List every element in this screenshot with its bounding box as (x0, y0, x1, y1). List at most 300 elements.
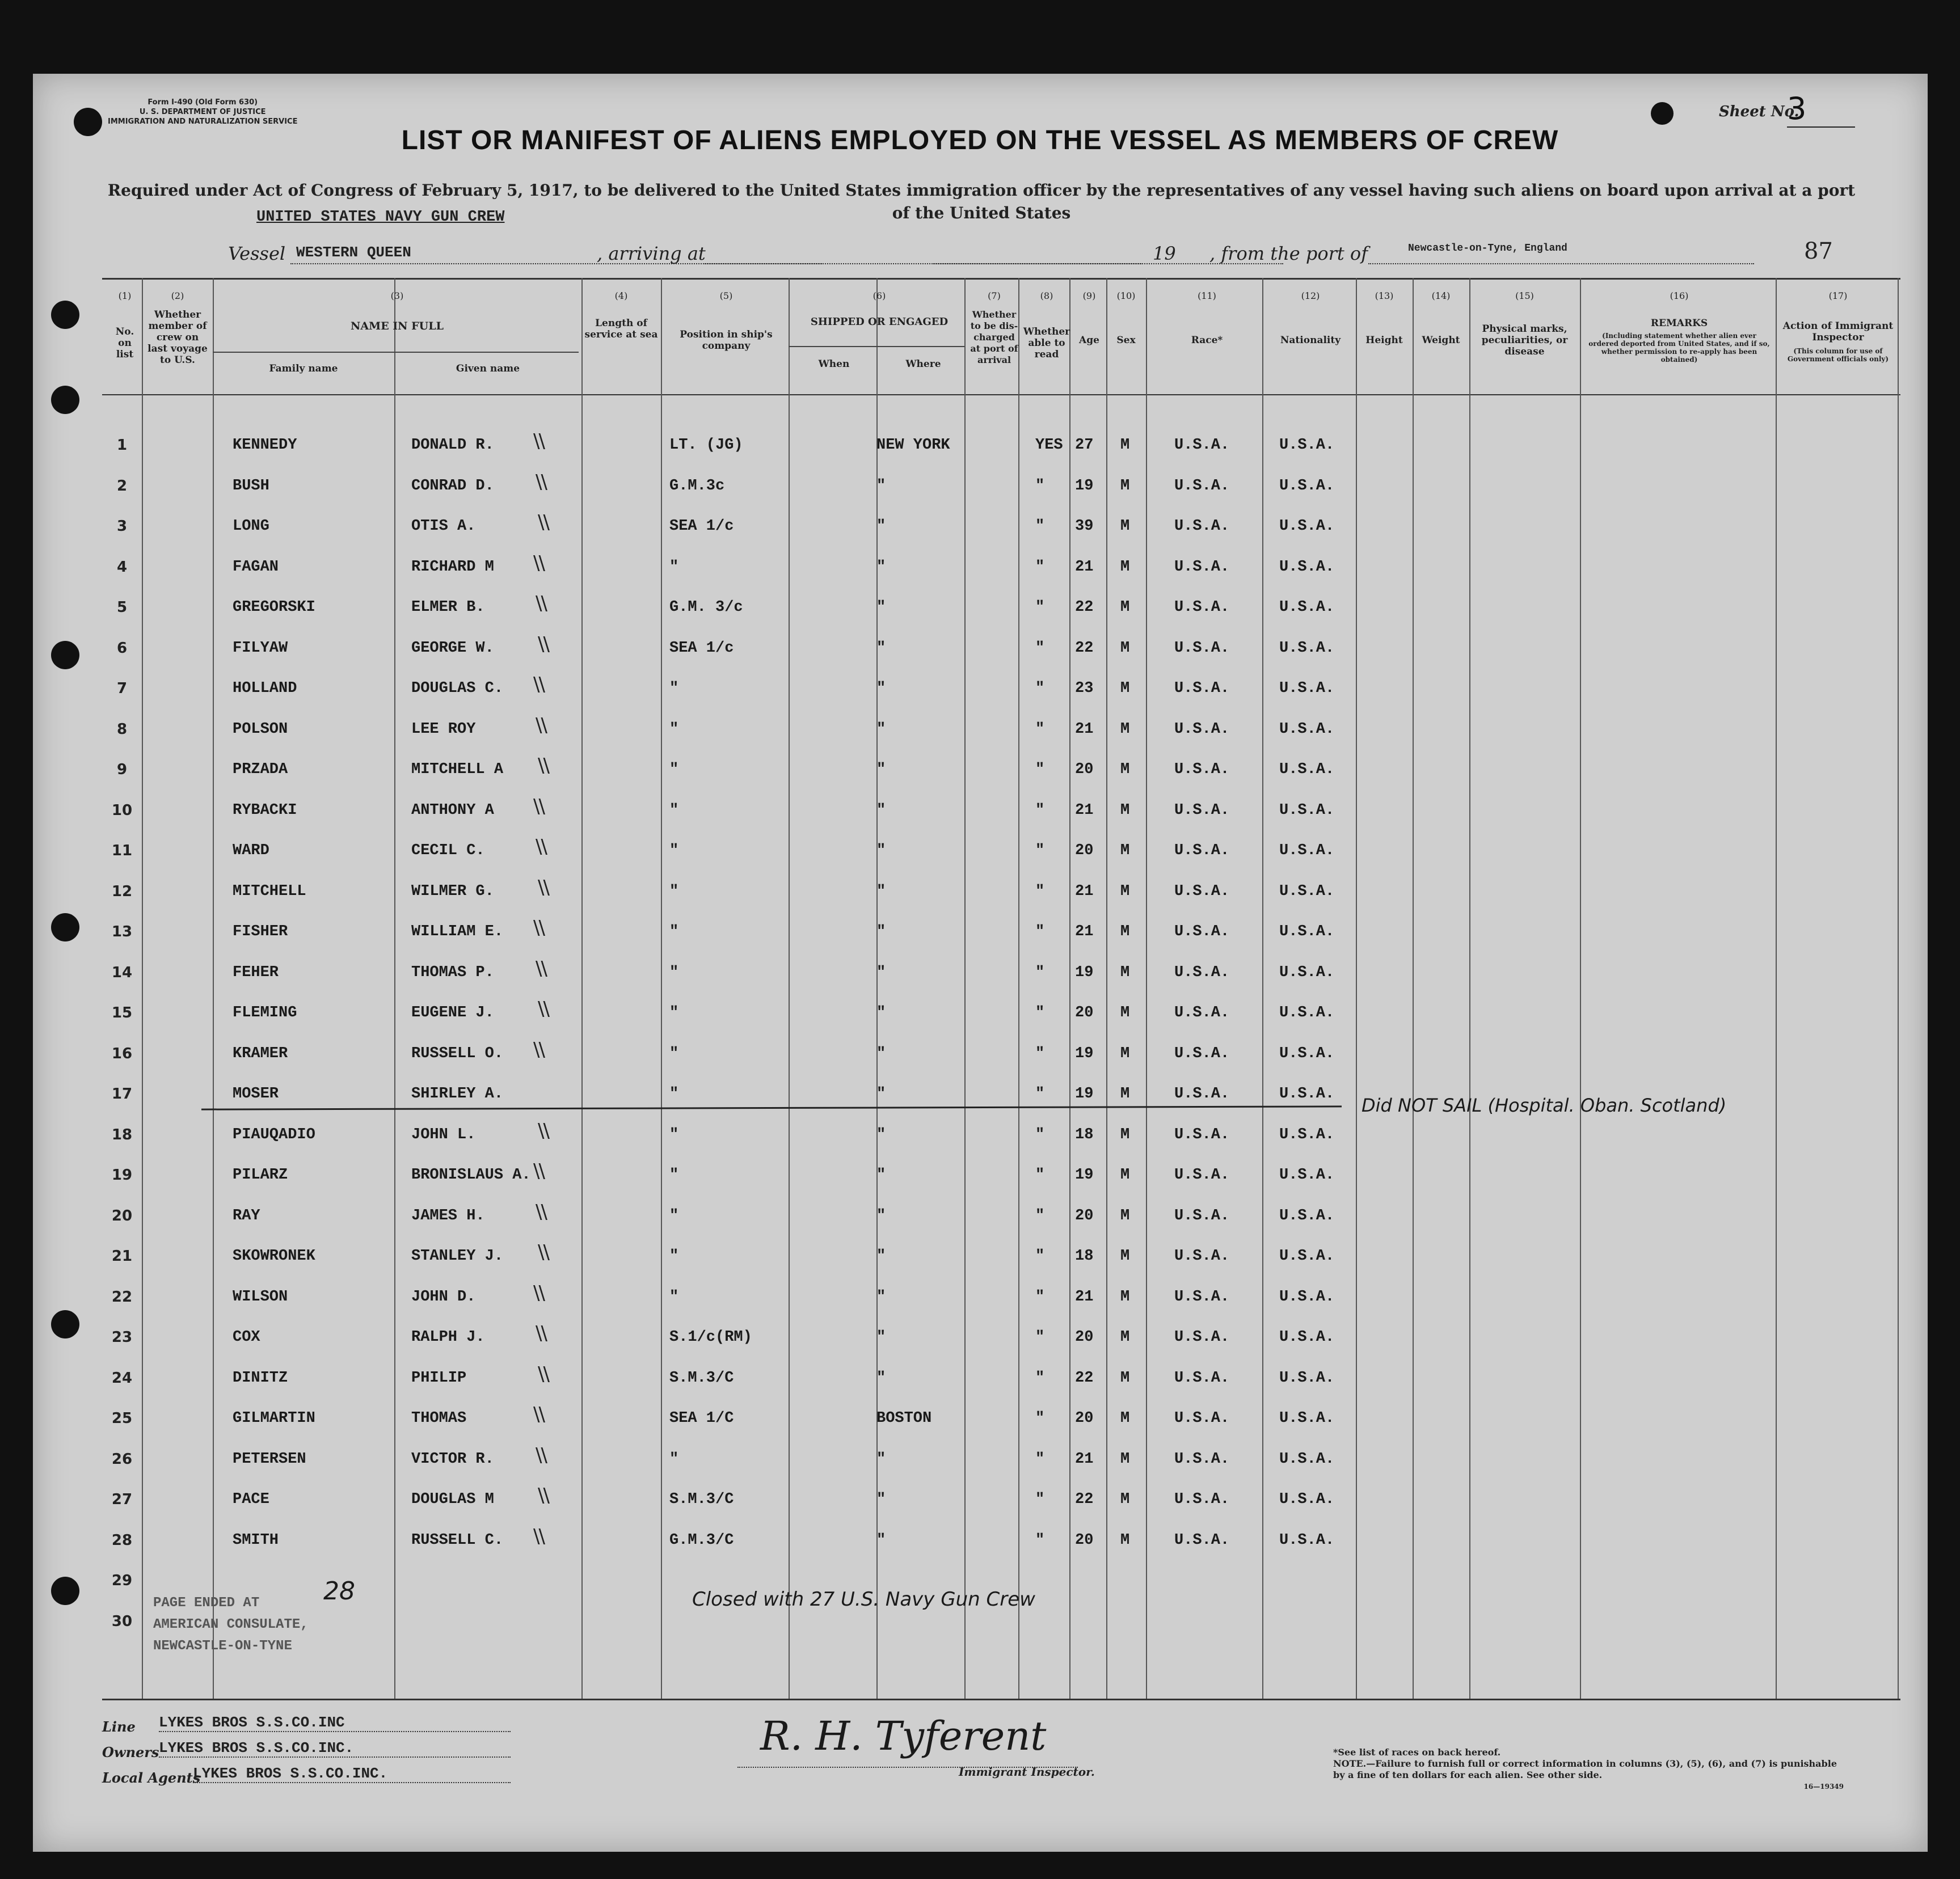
col-num-10: (10) (1116, 290, 1136, 301)
col-service-length: Length of service at sea (584, 318, 658, 340)
check-mark: \\ (538, 1484, 549, 1507)
cell-nat: U.S.A. (1279, 680, 1335, 697)
cell-given: BRONISLAUS A. (411, 1167, 531, 1184)
cell-family: WILSON (233, 1288, 288, 1306)
cell-position: G.M.3/C (669, 1531, 734, 1549)
cell-sex: M (1120, 720, 1130, 738)
cell-nat: U.S.A. (1279, 720, 1335, 738)
cell-sex: M (1120, 761, 1130, 778)
cell-read: " (1035, 1491, 1045, 1508)
cell-sex: M (1120, 1045, 1130, 1062)
cell-position: " (669, 842, 679, 859)
cell-given: OTIS A. (411, 518, 476, 535)
consulate-stamp (153, 1593, 380, 1657)
cell-position: SEA 1/c (669, 518, 734, 535)
line-label: Line (102, 1718, 136, 1735)
cell-nat: U.S.A. (1279, 1004, 1335, 1021)
cell-sex: M (1120, 801, 1130, 819)
check-mark: \\ (536, 1322, 546, 1345)
cell-given: STANLEY J. (411, 1248, 504, 1265)
cell-given: JAMES H. (411, 1207, 485, 1224)
cell-family: PRZADA (233, 761, 288, 778)
cell-sex: M (1120, 883, 1130, 900)
vessel-line (228, 243, 1760, 265)
cell-given: JOHN L. (411, 1126, 476, 1143)
cell-race: U.S.A. (1174, 883, 1230, 900)
cell-family: DINITZ (233, 1369, 288, 1387)
row-number: 27 (111, 1491, 133, 1508)
cell-nat: U.S.A. (1279, 599, 1335, 616)
cell-age: 21 (1075, 1450, 1094, 1468)
cell-where: " (876, 639, 886, 657)
cell-where: " (876, 720, 886, 738)
cell-read: " (1035, 1410, 1045, 1427)
cell-read: " (1035, 1004, 1045, 1021)
cell-where: " (876, 680, 886, 697)
cell-sex: M (1120, 437, 1130, 454)
cell-sex: M (1120, 1288, 1130, 1306)
cell-read: " (1035, 842, 1045, 859)
row-number: 19 (111, 1167, 133, 1184)
cell-nat: U.S.A. (1279, 923, 1335, 940)
col-weight: Weight (1422, 335, 1460, 346)
row-number: 5 (116, 599, 128, 616)
cell-position: " (669, 1045, 679, 1062)
cell-family: KRAMER (233, 1045, 288, 1062)
col-given-name: Given name (456, 363, 520, 374)
cell-position: " (669, 1004, 679, 1021)
cell-given: RUSSELL O. (411, 1045, 504, 1062)
cell-family: FISHER (233, 923, 288, 940)
col-num-9: (9) (1082, 290, 1096, 301)
col-num-11: (11) (1198, 290, 1216, 301)
cell-nat: U.S.A. (1279, 1329, 1335, 1346)
column-rule (1146, 278, 1147, 1699)
cell-age: 19 (1075, 964, 1094, 981)
cell-given: ELMER B. (411, 599, 485, 616)
cell-where: BOSTON (876, 1410, 932, 1427)
cell-read: " (1035, 1086, 1045, 1103)
col-age: Age (1079, 335, 1099, 346)
cell-sex: M (1120, 1207, 1130, 1224)
cell-family: WARD (233, 842, 269, 859)
agents-value: LYKES BROS S.S.CO.INC. (193, 1765, 511, 1783)
col-num-12: (12) (1301, 290, 1320, 301)
cell-read: " (1035, 1045, 1045, 1062)
page-subtitle: Required under Act of Congress of February 5, 1917, to be delivered to the United States immigration officer by the representatives of any vessel having such aliens on board upon arrival at a port of the United States (107, 181, 1856, 222)
col-num-14: (14) (1431, 290, 1451, 301)
cell-nat: U.S.A. (1279, 1450, 1335, 1468)
binder-hole (51, 641, 79, 669)
column-rule (142, 278, 143, 1699)
row-number: 15 (111, 1004, 133, 1021)
row-number: 30 (111, 1612, 133, 1630)
agents-label: Local Agents (102, 1770, 201, 1786)
cell-position: " (669, 883, 679, 900)
cell-family: RAY (233, 1207, 260, 1224)
cell-sex: M (1120, 923, 1130, 940)
row-number: 21 (111, 1248, 133, 1265)
cell-family: FILYAW (233, 639, 288, 657)
cell-position: SEA 1/C (669, 1410, 734, 1427)
cell-nat: U.S.A. (1279, 1248, 1335, 1265)
cell-nat: U.S.A. (1279, 801, 1335, 819)
col-inspector-action: Action of Immigrant Inspector (1782, 320, 1894, 343)
binder-hole (51, 301, 79, 329)
col-when: When (818, 358, 850, 370)
cell-sex: M (1120, 964, 1130, 981)
cell-race: U.S.A. (1174, 477, 1230, 495)
arriving-label: , arriving at (597, 243, 706, 264)
cell-position: S.M.3/C (669, 1369, 734, 1387)
cell-nat: U.S.A. (1279, 1207, 1335, 1224)
check-mark: \\ (533, 551, 544, 575)
check-mark: \\ (538, 998, 549, 1020)
binder-hole (51, 1577, 79, 1605)
cell-nat: U.S.A. (1279, 477, 1335, 495)
cell-given: DOUGLAS M (411, 1491, 494, 1508)
form-line: Form I-490 (Old Form 630) (147, 98, 258, 107)
cell-given: ANTHONY A (411, 801, 494, 819)
col-family-name: Family name (269, 363, 338, 374)
page-title: LIST OR MANIFEST OF ALIENS EMPLOYED ON THE VESSEL AS MEMBERS OF CREW (401, 125, 1559, 155)
cell-race: U.S.A. (1174, 1531, 1230, 1549)
cell-sex: M (1120, 1086, 1130, 1103)
cell-race: U.S.A. (1174, 923, 1230, 940)
cell-read: " (1035, 883, 1045, 900)
cell-where: NEW YORK (876, 437, 950, 454)
check-mark: \\ (533, 1525, 544, 1548)
cell-where: " (876, 518, 886, 535)
cell-age: 19 (1075, 1167, 1094, 1184)
cell-where: " (876, 1531, 886, 1549)
col-num-5: (5) (719, 290, 733, 301)
cell-given: GEORGE W. (411, 639, 494, 657)
cell-read: YES (1035, 437, 1063, 454)
check-mark: \\ (536, 592, 546, 615)
cell-nat: U.S.A. (1279, 883, 1335, 900)
check-mark: \\ (536, 470, 546, 493)
cell-age: 22 (1075, 1369, 1094, 1387)
check-mark: \\ (538, 632, 549, 656)
cell-given: RUSSELL C. (411, 1531, 504, 1549)
cell-race: U.S.A. (1174, 599, 1230, 616)
cell-race: U.S.A. (1174, 720, 1230, 738)
cell-sex: M (1120, 1248, 1130, 1265)
cell-given: CONRAD D. (411, 477, 494, 495)
cell-read: " (1035, 1207, 1045, 1224)
cell-position: " (669, 1450, 679, 1468)
cell-position: " (669, 558, 679, 576)
sheet-label: Sheet No. (1719, 103, 1799, 120)
cell-read: " (1035, 1126, 1045, 1143)
form-line: U. S. DEPARTMENT OF JUSTICE (139, 108, 266, 116)
cell-age: 19 (1075, 477, 1094, 495)
cell-age: 21 (1075, 801, 1094, 819)
cell-given: LEE ROY (411, 720, 476, 738)
cell-read: " (1035, 1369, 1045, 1387)
col-num-4: (4) (614, 290, 628, 301)
cell-race: U.S.A. (1174, 1045, 1230, 1062)
check-mark: \\ (533, 430, 544, 453)
col-no-on-list: No. on list (115, 326, 134, 360)
owners-label: Owners (102, 1744, 159, 1760)
cell-race: U.S.A. (1174, 518, 1230, 535)
cell-age: 18 (1075, 1248, 1094, 1265)
row-number: 14 (111, 964, 133, 981)
cell-position: " (669, 1248, 679, 1265)
check-mark: \\ (533, 917, 544, 939)
cell-family: BUSH (233, 477, 269, 495)
cell-race: U.S.A. (1174, 680, 1230, 697)
cell-race: U.S.A. (1174, 558, 1230, 576)
cell-read: " (1035, 639, 1045, 657)
col-discharged: Whether to be dis-charged at port of arrival (970, 309, 1018, 365)
cell-age: 21 (1075, 720, 1094, 738)
column-rule (1356, 278, 1357, 1699)
cell-read: " (1035, 1329, 1045, 1346)
row-number: 18 (111, 1126, 133, 1143)
cell-nat: U.S.A. (1279, 761, 1335, 778)
row-17-remark: Did NOT SAIL (Hospital. Oban. Scotland) (1362, 1095, 1727, 1116)
col-remarks-note: (Including statement whether alien ever ordered deported from United States, and if so, whether permission to re-apply has been obtained) (1588, 332, 1770, 364)
column-rule (964, 278, 966, 1699)
cell-position: " (669, 1086, 679, 1103)
cell-age: 20 (1075, 1329, 1094, 1346)
col-name-in-full: NAME IN FULL (351, 320, 444, 332)
cell-family: PETERSEN (233, 1450, 306, 1468)
row-number: 9 (116, 761, 128, 778)
check-mark: \\ (538, 1362, 549, 1386)
check-mark: \\ (536, 1443, 546, 1467)
col-num-13: (13) (1375, 290, 1394, 301)
footer-note (1333, 1747, 1844, 1792)
col-height: Height (1365, 335, 1403, 346)
check-mark: \\ (536, 713, 546, 737)
cell-read: " (1035, 1531, 1045, 1549)
column-rule (1413, 278, 1414, 1699)
cell-given: JOHN D. (411, 1288, 476, 1306)
sheet-number: 3 (1787, 91, 1855, 128)
cell-read: " (1035, 1248, 1045, 1265)
row-number: 10 (111, 801, 133, 819)
penalty-note: NOTE.—Failure to furnish full or correct information in columns (3), (5), (6), and (7) is punishable by a fine of ten dollars for each alien. See other side. (1333, 1758, 1837, 1780)
cell-given: WILLIAM E. (411, 923, 504, 940)
col-num-7: (7) (988, 290, 1001, 301)
cell-age: 22 (1075, 1491, 1094, 1508)
cell-family: PILARZ (233, 1167, 288, 1184)
cell-where: " (876, 599, 886, 616)
line-value: LYKES BROS S.S.CO.INC (159, 1714, 511, 1732)
cell-family: GREGORSKI (233, 599, 315, 616)
cell-given: DOUGLAS C. (411, 680, 504, 697)
column-rule (1262, 278, 1263, 1699)
cell-family: POLSON (233, 720, 288, 738)
cell-sex: M (1120, 599, 1130, 616)
cell-read: " (1035, 761, 1045, 778)
cell-sex: M (1120, 1531, 1130, 1549)
binder-hole (1651, 102, 1674, 125)
row-number: 29 (111, 1572, 133, 1589)
cell-where: " (876, 1086, 886, 1103)
form-line: IMMIGRATION AND NATURALIZATION SERVICE (108, 117, 298, 126)
cell-where: " (876, 883, 886, 900)
column-rule (1069, 278, 1070, 1699)
cell-family: HOLLAND (233, 680, 297, 697)
cell-given: DONALD R. (411, 437, 494, 454)
cell-nat: U.S.A. (1279, 1045, 1335, 1062)
cell-position: " (669, 923, 679, 940)
cell-where: " (876, 477, 886, 495)
form-identifier (108, 98, 297, 126)
owners-value: LYKES BROS S.S.CO.INC. (159, 1739, 511, 1758)
col-where: Where (905, 358, 941, 370)
column-rule (581, 278, 583, 1699)
cell-given: RALPH J. (411, 1329, 485, 1346)
crew-type: UNITED STATES NAVY GUN CREW (256, 209, 505, 226)
cell-position: " (669, 801, 679, 819)
cell-sex: M (1120, 1410, 1130, 1427)
cell-where: " (876, 1167, 886, 1184)
col-num-6: (6) (872, 290, 886, 301)
check-mark: \\ (533, 1281, 544, 1304)
cell-where: " (876, 964, 886, 981)
cell-position: " (669, 720, 679, 738)
cell-age: 21 (1075, 883, 1094, 900)
header-bottom-rule (102, 394, 1900, 395)
cell-given: CECIL C. (411, 842, 485, 859)
col-position: Position in ship's company (680, 329, 773, 352)
cell-nat: U.S.A. (1279, 842, 1335, 859)
binder-hole (51, 913, 79, 941)
cell-where: " (876, 1329, 886, 1346)
cell-family: LONG (233, 518, 269, 535)
check-mark: \\ (536, 835, 546, 858)
port-name: Newcastle-on-Tyne, England (1408, 243, 1567, 254)
cell-sex: M (1120, 558, 1130, 576)
column-rule (213, 278, 214, 1699)
col-physical-marks: Physical marks, peculiarities, or disease (1481, 323, 1568, 357)
cell-age: 21 (1075, 1288, 1094, 1306)
column-rule (1106, 278, 1107, 1699)
col-nationality: Nationality (1280, 335, 1341, 346)
cell-sex: M (1120, 1126, 1130, 1143)
cell-age: 20 (1075, 1410, 1094, 1427)
row-number: 28 (111, 1531, 133, 1549)
row-29-count: 28 (323, 1577, 355, 1606)
cell-position: S.1/c(RM) (669, 1329, 752, 1346)
cell-family: GILMARTIN (233, 1410, 315, 1427)
column-rule (1776, 278, 1777, 1699)
cell-race: U.S.A. (1174, 1329, 1230, 1346)
cell-race: U.S.A. (1174, 842, 1230, 859)
cell-age: 20 (1075, 842, 1094, 859)
cell-given: VICTOR R. (411, 1450, 494, 1468)
col-able-to-read: Whether able to read (1023, 326, 1070, 360)
col-num-2: (2) (171, 290, 184, 301)
cell-where: " (876, 1126, 886, 1143)
row-number: 6 (116, 639, 128, 657)
cell-nat: U.S.A. (1279, 558, 1335, 576)
col-remarks: REMARKS (1650, 318, 1708, 329)
cell-nat: U.S.A. (1279, 1369, 1335, 1387)
col-num-8: (8) (1040, 290, 1053, 301)
cell-position: LT. (JG) (669, 437, 743, 454)
row-number: 22 (111, 1288, 133, 1306)
cell-age: 22 (1075, 599, 1094, 616)
column-rule (394, 278, 395, 1699)
column-rule (1018, 278, 1019, 1699)
cell-where: " (876, 1369, 886, 1387)
cell-family: SKOWRONEK (233, 1248, 315, 1265)
row-number: 3 (116, 518, 128, 535)
vessel-name: WESTERN QUEEN (296, 244, 411, 261)
cell-where: " (876, 801, 886, 819)
col-num-17: (17) (1828, 290, 1848, 301)
table-top-rule (102, 278, 1900, 280)
cell-race: U.S.A. (1174, 801, 1230, 819)
cell-family: MOSER (233, 1086, 279, 1103)
inspector-label: Immigrant Inspector. (959, 1765, 1095, 1779)
col-last-voyage: Whether member of crew on last voyage to U.S. (147, 309, 208, 366)
cell-race: U.S.A. (1174, 1491, 1230, 1508)
cell-age: 20 (1075, 761, 1094, 778)
stamp-line: NEWCASTLE-ON-TYNE (153, 1639, 292, 1654)
cell-position: SEA 1/c (669, 639, 734, 657)
header-subrule (213, 352, 579, 353)
cell-where: " (876, 1288, 886, 1306)
cell-given: THOMAS (411, 1410, 467, 1427)
cell-nat: U.S.A. (1279, 518, 1335, 535)
cell-family: PIAUQADIO (233, 1126, 315, 1143)
column-rule (1898, 278, 1899, 1699)
binder-hole (51, 386, 79, 414)
inspector-signature: R. H. Tyferent (760, 1713, 1047, 1759)
col-num-1: (1) (118, 290, 132, 301)
cell-read: " (1035, 477, 1045, 495)
column-rule (1580, 278, 1581, 1699)
cell-family: FLEMING (233, 1004, 297, 1021)
cell-sex: M (1120, 1491, 1130, 1508)
cell-race: U.S.A. (1174, 437, 1230, 454)
cell-family: MITCHELL (233, 883, 306, 900)
cell-sex: M (1120, 1369, 1130, 1387)
cell-age: 21 (1075, 558, 1094, 576)
cell-sex: M (1120, 1329, 1130, 1346)
cell-where: " (876, 1248, 886, 1265)
cell-age: 20 (1075, 1004, 1094, 1021)
cell-nat: U.S.A. (1279, 1126, 1335, 1143)
cell-sex: M (1120, 1167, 1130, 1184)
cell-age: 18 (1075, 1126, 1094, 1143)
cell-read: " (1035, 518, 1045, 535)
cell-nat: U.S.A. (1279, 1531, 1335, 1549)
column-rule (661, 278, 662, 1699)
cell-read: " (1035, 558, 1045, 576)
row-number: 25 (111, 1410, 133, 1427)
cell-race: U.S.A. (1174, 964, 1230, 981)
row-number: 12 (111, 883, 133, 900)
cell-read: " (1035, 1450, 1045, 1468)
cell-position: " (669, 1167, 679, 1184)
cell-given: WILMER G. (411, 883, 494, 900)
cell-position: G.M.3c (669, 477, 725, 495)
cell-given: THOMAS P. (411, 964, 494, 981)
col-num-15: (15) (1515, 290, 1534, 301)
cell-nat: U.S.A. (1279, 437, 1335, 454)
cell-given: EUGENE J. (411, 1004, 494, 1021)
cell-given: RICHARD M (411, 558, 494, 576)
